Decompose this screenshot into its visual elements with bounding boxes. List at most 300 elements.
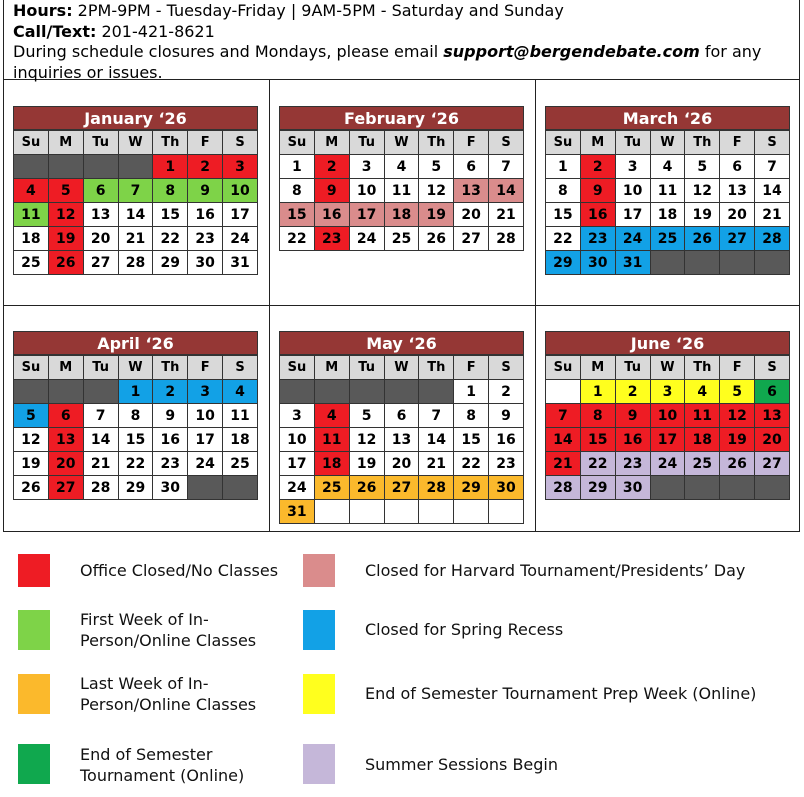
- week-row: [546, 404, 790, 428]
- empty-day-cell: [454, 500, 489, 524]
- weekday-header-row: [546, 356, 790, 380]
- day-cell: 22: [580, 452, 615, 476]
- legend-label: End of Semester Tournament Prep Week (Online): [365, 684, 757, 703]
- empty-day-cell: [280, 380, 315, 404]
- day-cell: 5: [419, 155, 454, 179]
- day-cell: 12: [14, 428, 49, 452]
- day-cell: 25: [223, 452, 258, 476]
- week-row: [14, 476, 258, 500]
- day-cell: 12: [349, 428, 384, 452]
- weekday-label: M: [580, 356, 615, 380]
- month-calendar: [545, 106, 790, 275]
- day-cell: 30: [153, 476, 188, 500]
- day-cell: 5: [349, 404, 384, 428]
- month-table: [279, 355, 524, 524]
- weekday-label: F: [454, 356, 489, 380]
- day-cell: 16: [153, 428, 188, 452]
- weekday-label: F: [720, 356, 755, 380]
- legend-swatch: [303, 554, 335, 587]
- day-cell: 6: [454, 155, 489, 179]
- day-cell: 20: [48, 452, 83, 476]
- day-cell: 2: [580, 155, 615, 179]
- day-cell: 22: [546, 227, 581, 251]
- empty-day-cell: [118, 155, 153, 179]
- day-cell: 19: [349, 452, 384, 476]
- weekday-header-row: [280, 356, 524, 380]
- day-cell: 17: [280, 452, 315, 476]
- day-cell: 19: [685, 203, 720, 227]
- day-cell: 20: [83, 227, 118, 251]
- day-cell: 15: [546, 203, 581, 227]
- day-cell: 25: [14, 251, 49, 275]
- weekday-label: S: [755, 131, 790, 155]
- month-title: March ‘26: [545, 106, 790, 130]
- day-cell: 23: [153, 452, 188, 476]
- day-cell: 23: [580, 227, 615, 251]
- week-row: [546, 428, 790, 452]
- day-cell: 16: [489, 428, 524, 452]
- empty-day-cell: [419, 500, 454, 524]
- day-cell: 9: [489, 404, 524, 428]
- day-cell: 29: [153, 251, 188, 275]
- empty-day-cell: [489, 500, 524, 524]
- weekday-label: Su: [280, 356, 315, 380]
- day-cell: 22: [118, 452, 153, 476]
- empty-day-cell: [83, 155, 118, 179]
- day-cell: 20: [454, 203, 489, 227]
- weekday-label: Th: [153, 356, 188, 380]
- weekday-label: Su: [14, 131, 49, 155]
- day-cell: 28: [546, 476, 581, 500]
- day-cell: 19: [48, 227, 83, 251]
- week-row: [280, 500, 524, 524]
- day-cell: 11: [223, 404, 258, 428]
- day-cell: 5: [685, 155, 720, 179]
- weekday-header-row: [14, 131, 258, 155]
- color-legend: [0, 532, 804, 797]
- week-row: [14, 155, 258, 179]
- legend-swatch: [18, 610, 50, 650]
- day-cell: 14: [546, 428, 581, 452]
- legend-swatch: [303, 744, 335, 784]
- day-cell: 13: [48, 428, 83, 452]
- day-cell: 25: [650, 227, 685, 251]
- weekday-label: M: [580, 131, 615, 155]
- day-cell: 3: [188, 380, 223, 404]
- day-cell: 30: [615, 476, 650, 500]
- day-cell: 17: [650, 428, 685, 452]
- week-row: [280, 452, 524, 476]
- day-cell: 10: [349, 179, 384, 203]
- weekday-label: Th: [153, 131, 188, 155]
- day-cell: 11: [384, 179, 419, 203]
- empty-day-cell: [14, 380, 49, 404]
- legend-swatch: [303, 674, 335, 714]
- day-cell: 15: [280, 203, 315, 227]
- day-cell: 28: [755, 227, 790, 251]
- day-cell: 24: [188, 452, 223, 476]
- empty-day-cell: [720, 251, 755, 275]
- day-cell: 23: [615, 452, 650, 476]
- call-text: 201-421-8621: [96, 21, 215, 41]
- day-cell: 21: [118, 227, 153, 251]
- week-row: [14, 203, 258, 227]
- day-cell: 18: [650, 203, 685, 227]
- day-cell: 9: [153, 404, 188, 428]
- weekday-label: F: [188, 131, 223, 155]
- weekday-label: Th: [685, 131, 720, 155]
- legend-swatch: [303, 610, 335, 650]
- weekday-label: Tu: [83, 131, 118, 155]
- month-title: May ‘26: [279, 331, 524, 355]
- day-cell: 9: [615, 404, 650, 428]
- day-cell: 18: [384, 203, 419, 227]
- weekday-label: W: [118, 356, 153, 380]
- day-cell: 18: [685, 428, 720, 452]
- day-cell: 12: [685, 179, 720, 203]
- week-row: [280, 380, 524, 404]
- day-cell: 27: [48, 476, 83, 500]
- day-cell: 16: [188, 203, 223, 227]
- month-title: April ‘26: [13, 331, 258, 355]
- week-row: [546, 251, 790, 275]
- day-cell: 31: [615, 251, 650, 275]
- empty-day-cell: [419, 380, 454, 404]
- day-cell: 27: [720, 227, 755, 251]
- month-calendar: [545, 331, 790, 500]
- weekday-label: Su: [14, 356, 49, 380]
- day-cell: 22: [153, 227, 188, 251]
- weekday-label: S: [489, 356, 524, 380]
- week-row: [280, 203, 524, 227]
- day-cell: 8: [153, 179, 188, 203]
- day-cell: 26: [14, 476, 49, 500]
- day-cell: 31: [280, 500, 315, 524]
- day-cell: 1: [546, 155, 581, 179]
- weekday-header-row: [546, 131, 790, 155]
- day-cell: 28: [489, 227, 524, 251]
- day-cell: 7: [118, 179, 153, 203]
- legend-label: Closed for Spring Recess: [365, 620, 564, 639]
- weekday-label: F: [454, 131, 489, 155]
- day-cell: 12: [48, 203, 83, 227]
- day-cell: 15: [580, 428, 615, 452]
- day-cell: 28: [118, 251, 153, 275]
- empty-day-cell: [384, 380, 419, 404]
- day-cell: 4: [223, 380, 258, 404]
- weekday-label: W: [650, 356, 685, 380]
- day-cell: 14: [755, 179, 790, 203]
- weekday-label: S: [489, 131, 524, 155]
- day-cell: 24: [349, 227, 384, 251]
- week-row: [546, 380, 790, 404]
- day-cell: 3: [223, 155, 258, 179]
- day-cell: 8: [280, 179, 315, 203]
- day-cell: 13: [720, 179, 755, 203]
- day-cell: 13: [384, 428, 419, 452]
- day-cell: 7: [419, 404, 454, 428]
- weekday-label: S: [755, 356, 790, 380]
- day-cell: 9: [580, 179, 615, 203]
- day-cell: 21: [419, 452, 454, 476]
- empty-day-cell: [14, 155, 49, 179]
- day-cell: 17: [188, 428, 223, 452]
- empty-day-cell: [755, 251, 790, 275]
- month-calendar: [13, 106, 258, 275]
- weekday-label: F: [720, 131, 755, 155]
- empty-day-cell: [83, 380, 118, 404]
- day-cell: 17: [349, 203, 384, 227]
- day-cell: 14: [489, 179, 524, 203]
- day-cell: 29: [546, 251, 581, 275]
- day-cell: 7: [83, 404, 118, 428]
- day-cell: 30: [580, 251, 615, 275]
- day-cell: 27: [384, 476, 419, 500]
- day-cell: 1: [118, 380, 153, 404]
- day-cell: 2: [489, 380, 524, 404]
- day-cell: 30: [489, 476, 524, 500]
- notice-text: [13, 42, 799, 83]
- legend-label: Summer Sessions Begin: [365, 755, 559, 774]
- day-cell: 19: [720, 428, 755, 452]
- month-title: February ‘26: [279, 106, 524, 130]
- legend-swatch: [18, 744, 50, 784]
- day-cell: 3: [280, 404, 315, 428]
- day-cell: 31: [223, 251, 258, 275]
- legend-swatch: [18, 674, 50, 714]
- day-cell: 1: [454, 380, 489, 404]
- weekday-label: Th: [419, 356, 454, 380]
- day-cell: 20: [720, 203, 755, 227]
- month-table: [13, 355, 258, 500]
- day-cell: 13: [454, 179, 489, 203]
- day-cell: 19: [14, 452, 49, 476]
- hours-text: 2PM-9PM - Tuesday-Friday | 9AM-5PM - Saturday and Sunday: [72, 1, 564, 20]
- day-cell: 15: [454, 428, 489, 452]
- day-cell: 8: [118, 404, 153, 428]
- week-row: [280, 179, 524, 203]
- day-cell: 4: [685, 380, 720, 404]
- day-cell: 6: [720, 155, 755, 179]
- day-cell: 8: [454, 404, 489, 428]
- week-row: [546, 179, 790, 203]
- weekday-label: W: [650, 131, 685, 155]
- weekday-label: W: [118, 131, 153, 155]
- week-row: [14, 452, 258, 476]
- day-cell: 9: [188, 179, 223, 203]
- day-cell: 1: [580, 380, 615, 404]
- empty-day-cell: [685, 476, 720, 500]
- day-cell: 4: [314, 404, 349, 428]
- day-cell: 26: [419, 227, 454, 251]
- month-table: [545, 130, 790, 275]
- day-cell: 6: [48, 404, 83, 428]
- day-cell: 26: [349, 476, 384, 500]
- empty-day-cell: [720, 476, 755, 500]
- schedule-info-box: [3, 0, 800, 80]
- day-cell: 14: [419, 428, 454, 452]
- day-cell: 18: [314, 452, 349, 476]
- week-row: [280, 476, 524, 500]
- day-cell: 27: [83, 251, 118, 275]
- day-cell: 1: [280, 155, 315, 179]
- day-cell: 20: [384, 452, 419, 476]
- day-cell: 9: [314, 179, 349, 203]
- weekday-label: M: [48, 356, 83, 380]
- empty-day-cell: [188, 476, 223, 500]
- day-cell: 23: [314, 227, 349, 251]
- day-cell: 6: [384, 404, 419, 428]
- weekday-label: Su: [546, 356, 581, 380]
- day-cell: 18: [223, 428, 258, 452]
- week-row: [546, 155, 790, 179]
- legend-label: Closed for Harvard Tournament/Presidents’ Day: [365, 561, 746, 580]
- day-cell: 26: [685, 227, 720, 251]
- day-cell: 6: [83, 179, 118, 203]
- hours-line: [13, 1, 799, 22]
- day-cell: 14: [83, 428, 118, 452]
- support-email[interactable]: support@bergendebate.com: [443, 42, 700, 61]
- day-cell: 21: [489, 203, 524, 227]
- call-label: Call/Text:: [13, 21, 97, 41]
- day-cell: 13: [755, 404, 790, 428]
- day-cell: 12: [419, 179, 454, 203]
- week-row: [14, 227, 258, 251]
- month-calendar: [13, 331, 258, 500]
- day-cell: 21: [83, 452, 118, 476]
- day-cell: 7: [546, 404, 581, 428]
- day-cell: 15: [118, 428, 153, 452]
- day-cell: 11: [314, 428, 349, 452]
- week-row: [546, 476, 790, 500]
- day-cell: 21: [546, 452, 581, 476]
- day-cell: 10: [188, 404, 223, 428]
- day-cell: 1: [153, 155, 188, 179]
- day-cell: 16: [314, 203, 349, 227]
- day-cell: 10: [615, 179, 650, 203]
- day-cell: 8: [580, 404, 615, 428]
- empty-day-cell: [349, 380, 384, 404]
- month-calendar: [279, 331, 524, 524]
- month-table: [545, 355, 790, 500]
- day-cell: 7: [755, 155, 790, 179]
- day-cell: 11: [650, 179, 685, 203]
- day-cell: 26: [720, 452, 755, 476]
- day-cell: 25: [384, 227, 419, 251]
- week-row: [14, 251, 258, 275]
- weekday-label: Tu: [615, 356, 650, 380]
- day-cell: 25: [314, 476, 349, 500]
- empty-day-cell: [685, 251, 720, 275]
- day-cell: 29: [580, 476, 615, 500]
- day-cell: 7: [489, 155, 524, 179]
- day-cell: 2: [153, 380, 188, 404]
- calendar-grid: [3, 80, 800, 532]
- week-row: [546, 203, 790, 227]
- weekday-label: Tu: [349, 356, 384, 380]
- day-cell: 4: [384, 155, 419, 179]
- week-row: [14, 179, 258, 203]
- legend-swatch: [18, 554, 50, 587]
- day-cell: 18: [14, 227, 49, 251]
- hours-label: Hours:: [13, 1, 73, 20]
- day-cell: 8: [546, 179, 581, 203]
- empty-day-cell: [349, 500, 384, 524]
- grid-divider: [4, 305, 799, 306]
- day-cell: 17: [615, 203, 650, 227]
- day-cell: 13: [83, 203, 118, 227]
- day-cell: 23: [489, 452, 524, 476]
- day-cell: 16: [615, 428, 650, 452]
- day-cell: 23: [188, 227, 223, 251]
- weekday-label: Su: [280, 131, 315, 155]
- day-cell: 2: [188, 155, 223, 179]
- weekday-label: W: [384, 131, 419, 155]
- empty-day-cell: [650, 476, 685, 500]
- day-cell: 4: [650, 155, 685, 179]
- empty-day-cell: [546, 380, 581, 404]
- legend-label: Last Week of In- Person/Online Classes: [80, 674, 257, 714]
- day-cell: 20: [755, 428, 790, 452]
- day-cell: 28: [83, 476, 118, 500]
- weekday-label: Tu: [349, 131, 384, 155]
- day-cell: 5: [720, 380, 755, 404]
- legend-label: Office Closed/No Classes: [80, 561, 279, 580]
- weekday-label: S: [223, 356, 258, 380]
- week-row: [546, 227, 790, 251]
- week-row: [546, 452, 790, 476]
- weekday-label: Tu: [83, 356, 118, 380]
- day-cell: 14: [118, 203, 153, 227]
- day-cell: 16: [580, 203, 615, 227]
- notice-post: for any inquiries or issues.: [13, 42, 762, 82]
- day-cell: 15: [153, 203, 188, 227]
- day-cell: 27: [454, 227, 489, 251]
- month-table: [279, 130, 524, 251]
- day-cell: 2: [314, 155, 349, 179]
- day-cell: 24: [615, 227, 650, 251]
- empty-day-cell: [314, 380, 349, 404]
- legend-label: First Week of In- Person/Online Classes: [80, 610, 257, 650]
- week-row: [280, 155, 524, 179]
- week-row: [280, 227, 524, 251]
- weekday-label: M: [314, 356, 349, 380]
- day-cell: 24: [223, 227, 258, 251]
- weekday-label: Tu: [615, 131, 650, 155]
- day-cell: 26: [48, 251, 83, 275]
- day-cell: 12: [720, 404, 755, 428]
- day-cell: 4: [14, 179, 49, 203]
- day-cell: 29: [454, 476, 489, 500]
- day-cell: 30: [188, 251, 223, 275]
- notice-pre: During schedule closures and Mondays, please email: [13, 42, 444, 61]
- weekday-label: Th: [419, 131, 454, 155]
- empty-day-cell: [223, 476, 258, 500]
- day-cell: 22: [454, 452, 489, 476]
- weekday-label: Th: [685, 356, 720, 380]
- empty-day-cell: [48, 155, 83, 179]
- day-cell: 10: [280, 428, 315, 452]
- month-title: January ‘26: [13, 106, 258, 130]
- month-calendar: [279, 106, 524, 251]
- week-row: [14, 428, 258, 452]
- day-cell: 19: [419, 203, 454, 227]
- weekday-label: M: [48, 131, 83, 155]
- day-cell: 25: [685, 452, 720, 476]
- empty-day-cell: [48, 380, 83, 404]
- empty-day-cell: [384, 500, 419, 524]
- day-cell: 10: [650, 404, 685, 428]
